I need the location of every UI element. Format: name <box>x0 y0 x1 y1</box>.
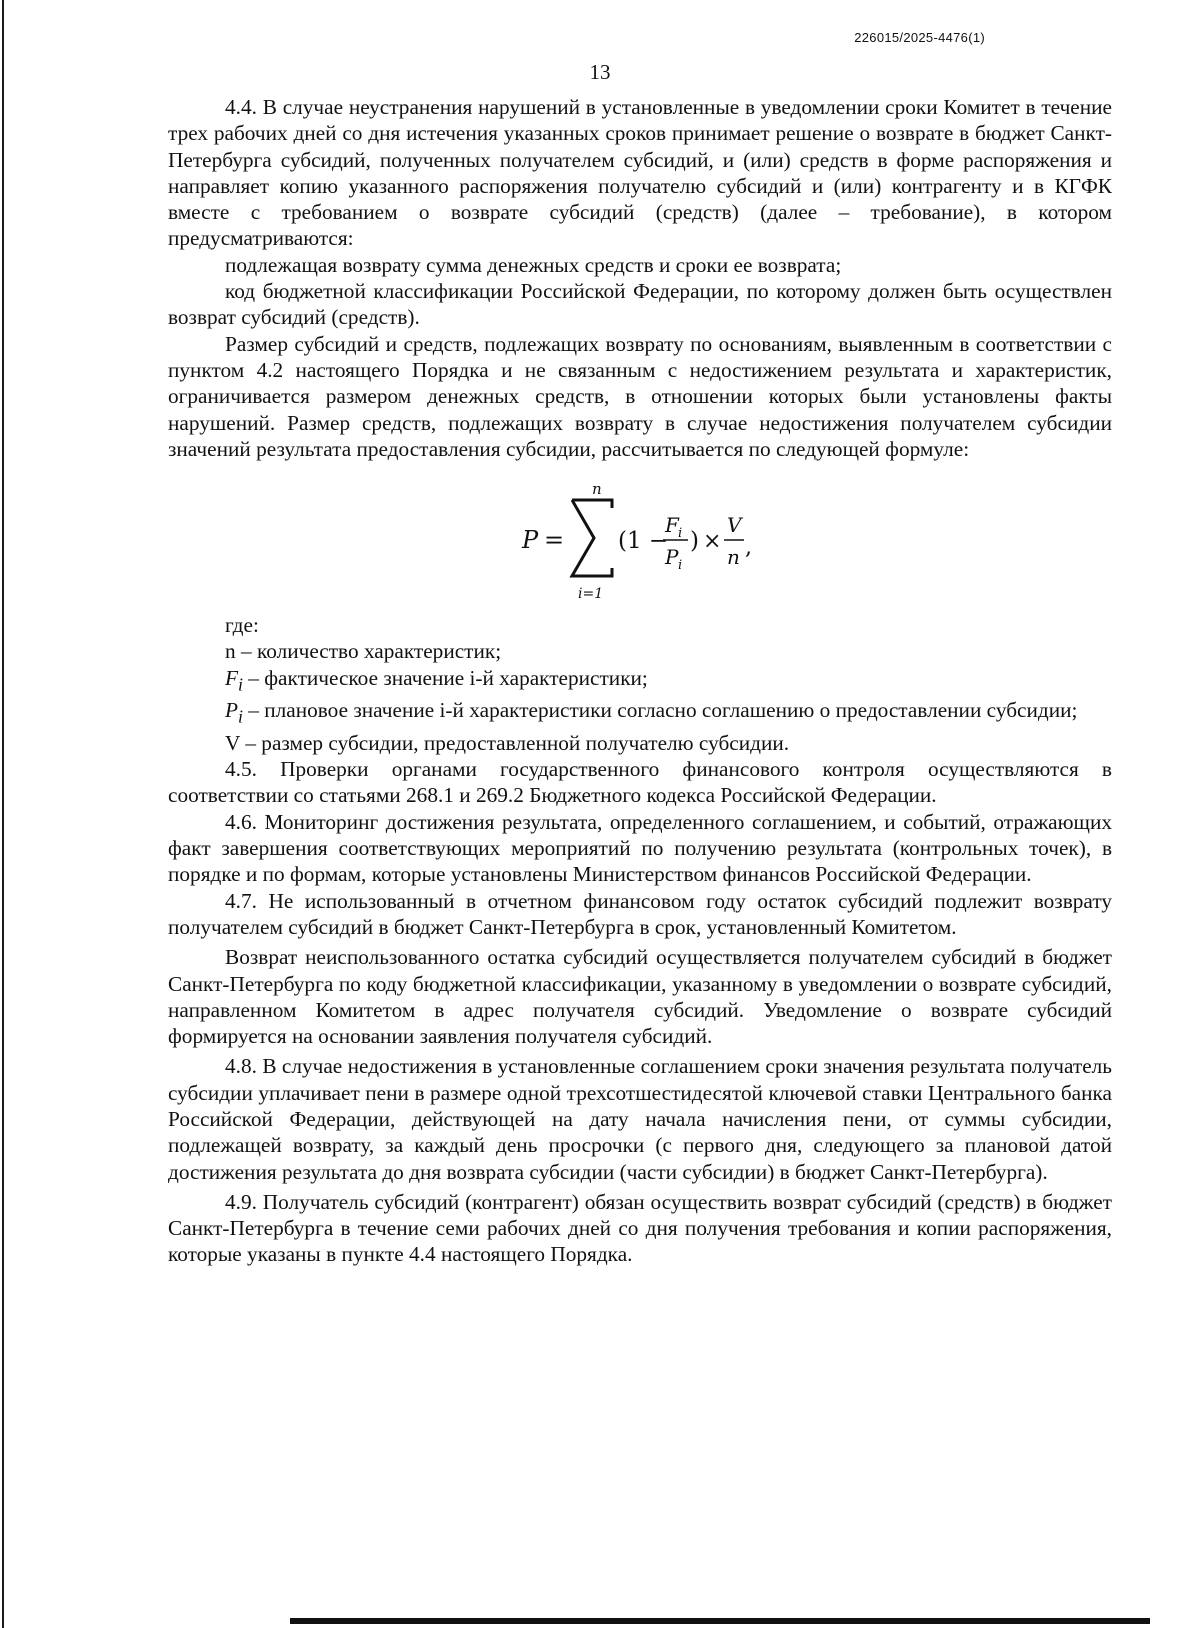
definition-pi-text: – плановое значение i-й характеристики согласно соглашению о предоставлении субсидии; <box>242 698 1078 723</box>
paragraph-4-9: 4.9. Получатель субсидий (контрагент) обязан осуществить возврат субсидий (средств) в бюджет Санкт-Петербурга в течение семи рабочих дней со дня получения требования и копии распоряжения, которые указаны в пункте 4.4 настоящего Порядка. <box>168 1189 1112 1267</box>
sigma-icon <box>572 500 612 576</box>
frac2-denominator: n <box>727 545 740 570</box>
paragraph-4-4-size: Размер субсидий и средств, подлежащих возврату по основаниям, выявленным в соответствии с пунктом 4.2 настоящего Порядка и не связанным с недостижением результата и характеристик, ограничивается размером денежных средств, в отношении которых были установлены факты нарушений. Размер средств, подлежащих возврату в случае недостижения получателем субсидии значений результата предоставления субсидии, рассчитывается по следующей формуле: <box>168 331 1112 461</box>
document-body <box>168 94 1112 1268</box>
definitions-where: где: <box>225 613 259 638</box>
symbol-f-sub: i <box>238 674 243 694</box>
definition-v: V – размер субсидии, предоставленной получателю субсидии. <box>225 730 790 755</box>
frac1-denominator: P <box>665 545 679 570</box>
symbol-p-sub: i <box>238 706 243 727</box>
paragraph-4-8: 4.8. В случае недостижения в установленные соглашением сроки значения результата получатель субсидии уплачивает пени в размере одной трехсотшестидесятой ключевой ставки Центрального банка Российской Федерации, действующей на дату начала начисления пени, от суммы субсидии, подлежащей возврату, за каждый день просрочки (с первого дня, следующего за плановой датой достижения результата до дня возврата субсидии (части субсидии) в бюджет Санкт-Петербурга). <box>168 1054 1112 1184</box>
paragraph-4-4: 4.4. В случае неустранения нарушений в установленные в уведомлении сроки Комитет в течение трех рабочих дней со дня истечения указанных сроков принимает решение о возврате в бюджет Санкт-Петербурга субсидий, полученных получателем субсидий, и (или) средств в форме распоряжения и направляет копию указанного распоряжения получателю субсидий и (или) контрагенту и в КГФК вместе с требованием о возврате субсидий (средств) (далее – требование), в котором предусматриваются: <box>168 95 1112 251</box>
scan-bottom-edge <box>290 1618 1150 1624</box>
frac2-numerator: V <box>727 513 742 538</box>
formula-close: ) <box>690 528 699 555</box>
scan-left-edge <box>2 0 4 1628</box>
formula-lhs: P <box>522 526 539 555</box>
document-registration-number: 226015/2025-4476(1) <box>854 30 985 45</box>
frac1-numerator: F <box>665 513 679 538</box>
symbol-p: P <box>225 698 239 723</box>
definition-pi <box>168 697 1112 730</box>
refund-formula <box>522 474 782 604</box>
frac1-denominator-sub: i <box>678 558 683 574</box>
frac1-numerator-sub: i <box>678 526 683 542</box>
paragraph-4-7-return: Возврат неиспользованного остатка субсидий осуществляется получателем субсидий в бюджет Санкт-Петербурга по коду бюджетной классификации, указанному в уведомлении о возврате субсидий, направленном Комитетом в адрес получателя субсидий. Уведомление о возврате субсидий формируется на основании заявления получателя субсидий. <box>168 945 1112 1049</box>
symbol-f: F <box>225 665 239 690</box>
definition-n: n – количество характеристик; <box>225 639 502 664</box>
formula-block <box>168 462 1112 612</box>
definition-fi <box>168 665 1112 698</box>
paragraph-4-6: 4.6. Мониторинг достижения результата, определенного соглашением, и событий, отражающих факт завершения соответствующих мероприятий по получению результата (контрольных точек), в порядке и по формам, которые установлены Министерством финансов Российской Федерации. <box>168 809 1112 887</box>
paragraph-4-5: 4.5. Проверки органами государственного финансового контроля осуществляются в соответствии со статьями 268.1 и 269.2 Бюджетного кодекса Российской Федерации. <box>168 757 1112 808</box>
formula-trailing-comma: , <box>745 535 752 561</box>
paragraph-4-7: 4.7. Не использованный в отчетном финансовом году остаток субсидий подлежит возврату получателем субсидий в бюджет Санкт-Петербурга в срок, установленный Комитетом. <box>168 888 1112 939</box>
formula-times: × <box>703 529 722 555</box>
definition-fi-text: – фактическое значение i-й характеристики; <box>242 665 648 690</box>
paragraph-4-4-item-code: код бюджетной классификации Российской Федерации, по которому должен быть осуществлен возврат субсидий (средств). <box>168 279 1112 330</box>
sum-upper-limit: n <box>592 480 602 499</box>
page-number: 13 <box>589 60 611 84</box>
formula-open: (1 − <box>618 528 669 555</box>
sum-lower-limit: i=1 <box>578 586 604 603</box>
paragraph-4-4-item-amount: подлежащая возврату сумма денежных средств и сроки ее возврата; <box>225 252 842 277</box>
formula-equals: = <box>544 526 565 555</box>
